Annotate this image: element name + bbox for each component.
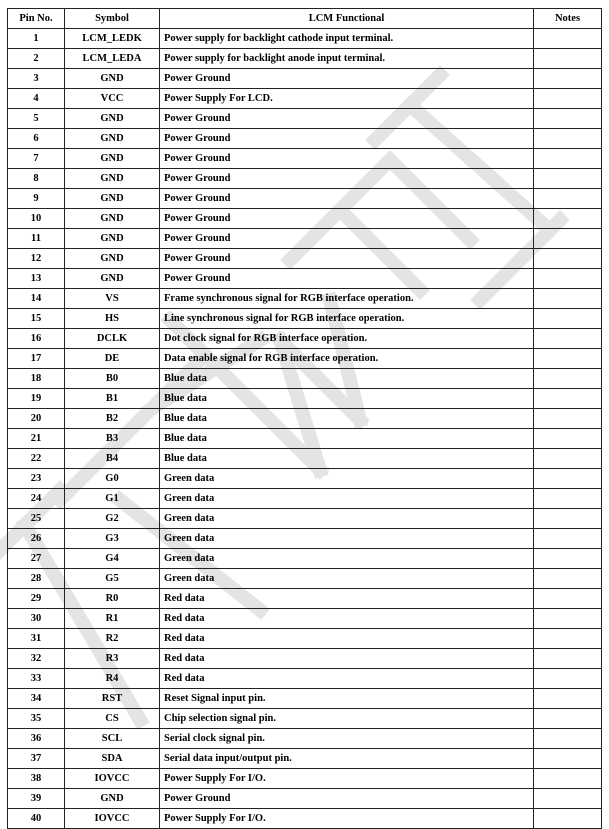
table-row xyxy=(8,289,602,309)
table-row xyxy=(8,529,602,549)
function-cell: Data enable signal for RGB interface operation. xyxy=(160,349,534,369)
symbol-cell: R3 xyxy=(65,649,160,669)
notes-cell xyxy=(534,549,602,569)
symbol-cell: GND xyxy=(65,269,160,289)
function-cell: Blue data xyxy=(160,389,534,409)
notes-cell xyxy=(534,249,602,269)
pin-number-cell: 9 xyxy=(8,189,65,209)
table-row xyxy=(8,669,602,689)
table-row xyxy=(8,509,602,529)
symbol-cell: IOVCC xyxy=(65,809,160,829)
function-cell: Power Supply For I/O. xyxy=(160,809,534,829)
symbol-cell: B2 xyxy=(65,409,160,429)
notes-cell xyxy=(534,269,602,289)
table-header-row xyxy=(8,9,602,29)
symbol-cell: G1 xyxy=(65,489,160,509)
pin-number-cell: 32 xyxy=(8,649,65,669)
function-cell: Green data xyxy=(160,509,534,529)
table-row xyxy=(8,109,602,129)
symbol-cell: B1 xyxy=(65,389,160,409)
notes-cell xyxy=(534,569,602,589)
function-cell: Green data xyxy=(160,549,534,569)
notes-cell xyxy=(534,809,602,829)
table-row xyxy=(8,69,602,89)
table-body xyxy=(8,29,602,829)
function-cell: Power Ground xyxy=(160,149,534,169)
pin-number-cell: 8 xyxy=(8,169,65,189)
table-row xyxy=(8,549,602,569)
function-cell: Power Ground xyxy=(160,69,534,89)
symbol-cell: LCM_LEDA xyxy=(65,49,160,69)
function-cell: Power Ground xyxy=(160,209,534,229)
notes-cell xyxy=(534,369,602,389)
notes-cell xyxy=(534,289,602,309)
function-cell: Power Ground xyxy=(160,129,534,149)
notes-cell xyxy=(534,449,602,469)
pin-number-cell: 2 xyxy=(8,49,65,69)
function-cell: Frame synchronous signal for RGB interface operation. xyxy=(160,289,534,309)
pin-number-cell: 30 xyxy=(8,609,65,629)
function-cell: Line synchronous signal for RGB interface operation. xyxy=(160,309,534,329)
notes-cell xyxy=(534,309,602,329)
symbol-cell: SCL xyxy=(65,729,160,749)
function-cell: Blue data xyxy=(160,369,534,389)
table-row xyxy=(8,189,602,209)
notes-cell xyxy=(534,349,602,369)
notes-cell xyxy=(534,409,602,429)
symbol-cell: B3 xyxy=(65,429,160,449)
pin-number-cell: 40 xyxy=(8,809,65,829)
symbol-cell: DE xyxy=(65,349,160,369)
function-cell: Red data xyxy=(160,649,534,669)
symbol-cell: HS xyxy=(65,309,160,329)
pin-number-cell: 29 xyxy=(8,589,65,609)
function-cell: Serial clock signal pin. xyxy=(160,729,534,749)
table-row xyxy=(8,809,602,829)
pin-number-cell: 13 xyxy=(8,269,65,289)
function-cell: Blue data xyxy=(160,409,534,429)
pin-number-cell: 28 xyxy=(8,569,65,589)
function-cell: Power Ground xyxy=(160,789,534,809)
pin-assignment-table xyxy=(7,8,602,829)
table-row xyxy=(8,149,602,169)
notes-cell xyxy=(534,89,602,109)
symbol-cell: G0 xyxy=(65,469,160,489)
symbol-cell: GND xyxy=(65,229,160,249)
table-row xyxy=(8,169,602,189)
pin-number-cell: 5 xyxy=(8,109,65,129)
pin-number-cell: 33 xyxy=(8,669,65,689)
pin-number-cell: 17 xyxy=(8,349,65,369)
pin-number-cell: 12 xyxy=(8,249,65,269)
symbol-cell: R0 xyxy=(65,589,160,609)
table-row xyxy=(8,449,602,469)
pin-number-cell: 31 xyxy=(8,629,65,649)
symbol-cell: DCLK xyxy=(65,329,160,349)
function-cell: Power supply for backlight anode input terminal. xyxy=(160,49,534,69)
pin-number-cell: 16 xyxy=(8,329,65,349)
table-row xyxy=(8,469,602,489)
symbol-cell: G3 xyxy=(65,529,160,549)
table-row xyxy=(8,329,602,349)
table-row xyxy=(8,729,602,749)
table-row xyxy=(8,89,602,109)
pin-number-cell: 35 xyxy=(8,709,65,729)
notes-cell xyxy=(534,129,602,149)
table-row xyxy=(8,749,602,769)
symbol-cell: GND xyxy=(65,189,160,209)
pin-number-cell: 26 xyxy=(8,529,65,549)
function-cell: Blue data xyxy=(160,429,534,449)
function-cell: Power Supply For I/O. xyxy=(160,769,534,789)
symbol-cell: GND xyxy=(65,129,160,149)
notes-cell xyxy=(534,189,602,209)
notes-cell xyxy=(534,489,602,509)
notes-cell xyxy=(534,729,602,749)
table-row xyxy=(8,649,602,669)
notes-cell xyxy=(534,149,602,169)
notes-cell xyxy=(534,749,602,769)
pin-number-cell: 19 xyxy=(8,389,65,409)
table-row xyxy=(8,409,602,429)
table-row xyxy=(8,429,602,449)
symbol-cell: R1 xyxy=(65,609,160,629)
table-row xyxy=(8,569,602,589)
table-row xyxy=(8,769,602,789)
function-cell: Blue data xyxy=(160,449,534,469)
notes-cell xyxy=(534,769,602,789)
table-row xyxy=(8,609,602,629)
symbol-cell: B0 xyxy=(65,369,160,389)
notes-cell xyxy=(534,69,602,89)
notes-cell xyxy=(534,629,602,649)
function-cell: Red data xyxy=(160,609,534,629)
symbol-cell: GND xyxy=(65,249,160,269)
symbol-cell: GND xyxy=(65,169,160,189)
table-row xyxy=(8,249,602,269)
pin-number-cell: 20 xyxy=(8,409,65,429)
function-cell: Power Ground xyxy=(160,269,534,289)
table-row xyxy=(8,389,602,409)
notes-cell xyxy=(534,229,602,249)
function-cell: Power supply for backlight cathode input terminal. xyxy=(160,29,534,49)
function-cell: Reset Signal input pin. xyxy=(160,689,534,709)
table-row xyxy=(8,29,602,49)
symbol-cell: IOVCC xyxy=(65,769,160,789)
function-cell: Red data xyxy=(160,669,534,689)
symbol-cell: VS xyxy=(65,289,160,309)
symbol-cell: G5 xyxy=(65,569,160,589)
pin-number-cell: 1 xyxy=(8,29,65,49)
function-cell: Power Ground xyxy=(160,169,534,189)
pin-number-cell: 27 xyxy=(8,549,65,569)
function-cell: Dot clock signal for RGB interface operation. xyxy=(160,329,534,349)
pin-number-cell: 11 xyxy=(8,229,65,249)
notes-cell xyxy=(534,649,602,669)
table-row xyxy=(8,269,602,289)
function-cell: Power Supply For LCD. xyxy=(160,89,534,109)
symbol-cell: CS xyxy=(65,709,160,729)
notes-cell xyxy=(534,109,602,129)
notes-cell xyxy=(534,209,602,229)
symbol-cell: G4 xyxy=(65,549,160,569)
function-cell: Green data xyxy=(160,469,534,489)
notes-cell xyxy=(534,669,602,689)
header-lcm-functional: LCM Functional xyxy=(160,9,534,29)
function-cell: Green data xyxy=(160,569,534,589)
pin-number-cell: 39 xyxy=(8,789,65,809)
table-row xyxy=(8,489,602,509)
symbol-cell: GND xyxy=(65,109,160,129)
notes-cell xyxy=(534,29,602,49)
symbol-cell: GND xyxy=(65,149,160,169)
table-row xyxy=(8,689,602,709)
table-row xyxy=(8,209,602,229)
pin-number-cell: 15 xyxy=(8,309,65,329)
pin-number-cell: 14 xyxy=(8,289,65,309)
symbol-cell: RST xyxy=(65,689,160,709)
symbol-cell: VCC xyxy=(65,89,160,109)
function-cell: Power Ground xyxy=(160,109,534,129)
table-row xyxy=(8,369,602,389)
symbol-cell: R2 xyxy=(65,629,160,649)
notes-cell xyxy=(534,389,602,409)
pin-number-cell: 24 xyxy=(8,489,65,509)
notes-cell xyxy=(534,689,602,709)
pin-number-cell: 38 xyxy=(8,769,65,789)
pin-number-cell: 36 xyxy=(8,729,65,749)
function-cell: Red data xyxy=(160,589,534,609)
notes-cell xyxy=(534,529,602,549)
symbol-cell: R4 xyxy=(65,669,160,689)
notes-cell xyxy=(534,49,602,69)
notes-cell xyxy=(534,709,602,729)
function-cell: Serial data input/output pin. xyxy=(160,749,534,769)
table-row xyxy=(8,309,602,329)
pin-number-cell: 22 xyxy=(8,449,65,469)
symbol-cell: GND xyxy=(65,209,160,229)
pin-number-cell: 7 xyxy=(8,149,65,169)
table-row xyxy=(8,229,602,249)
symbol-cell: G2 xyxy=(65,509,160,529)
notes-cell xyxy=(534,329,602,349)
pin-number-cell: 4 xyxy=(8,89,65,109)
notes-cell xyxy=(534,509,602,529)
notes-cell xyxy=(534,469,602,489)
symbol-cell: GND xyxy=(65,789,160,809)
pin-number-cell: 37 xyxy=(8,749,65,769)
function-cell: Power Ground xyxy=(160,189,534,209)
table-row xyxy=(8,709,602,729)
symbol-cell: GND xyxy=(65,69,160,89)
header-notes: Notes xyxy=(534,9,602,29)
table-row xyxy=(8,629,602,649)
function-cell: Green data xyxy=(160,489,534,509)
pin-number-cell: 25 xyxy=(8,509,65,529)
table-row xyxy=(8,129,602,149)
pin-number-cell: 21 xyxy=(8,429,65,449)
pin-number-cell: 18 xyxy=(8,369,65,389)
symbol-cell: LCM_LEDK xyxy=(65,29,160,49)
table-row xyxy=(8,349,602,369)
function-cell: Power Ground xyxy=(160,249,534,269)
function-cell: Chip selection signal pin. xyxy=(160,709,534,729)
symbol-cell: B4 xyxy=(65,449,160,469)
pin-number-cell: 10 xyxy=(8,209,65,229)
notes-cell xyxy=(534,169,602,189)
function-cell: Power Ground xyxy=(160,229,534,249)
header-symbol: Symbol xyxy=(65,9,160,29)
function-cell: Red data xyxy=(160,629,534,649)
notes-cell xyxy=(534,609,602,629)
symbol-cell: SDA xyxy=(65,749,160,769)
function-cell: Green data xyxy=(160,529,534,549)
notes-cell xyxy=(534,589,602,609)
notes-cell xyxy=(534,429,602,449)
table-row xyxy=(8,49,602,69)
pin-number-cell: 3 xyxy=(8,69,65,89)
pin-number-cell: 34 xyxy=(8,689,65,709)
table-row xyxy=(8,589,602,609)
pin-number-cell: 23 xyxy=(8,469,65,489)
header-pin-no: Pin No. xyxy=(8,9,65,29)
pin-number-cell: 6 xyxy=(8,129,65,149)
